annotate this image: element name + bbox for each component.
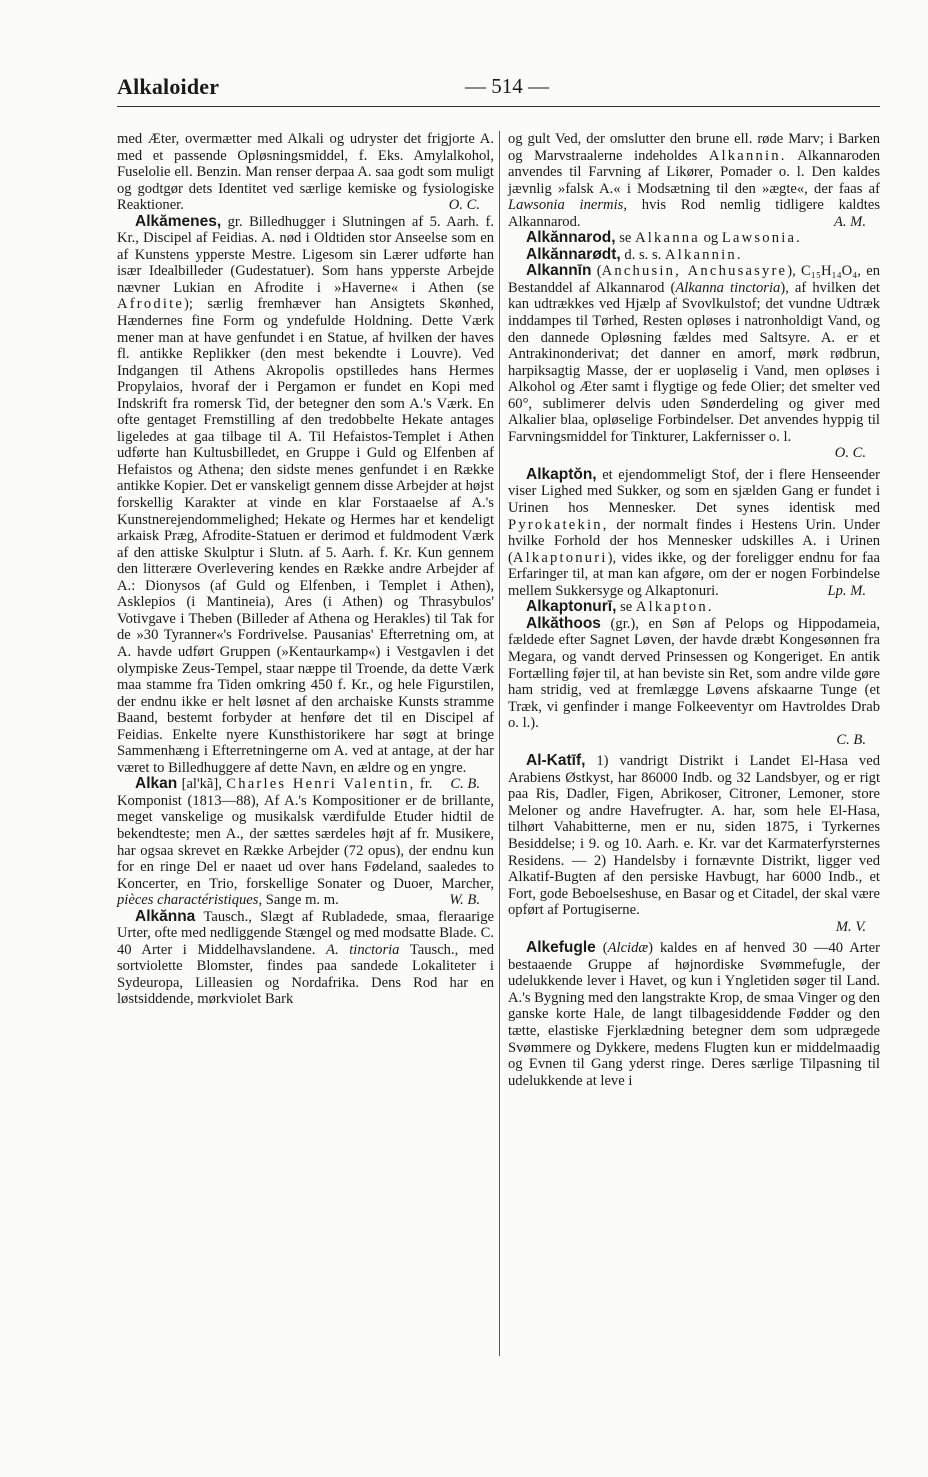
cross-reference: Alkannin. [708,147,787,164]
pronunciation: [al'kã], [181,776,222,793]
signature: O. C. [834,445,866,462]
cross-reference: Pyrokatekin, [508,516,609,533]
headword: Alkaptonurī, [526,598,617,616]
formula: C₁₅H₁₄O₄, [801,263,861,280]
signature: O. C. [448,197,480,214]
synonyms: Anchusin, Anchusasyre [601,263,788,280]
entry-alkannarodt: Alkănnarødt, d. s. s. Alkannin. [526,245,743,263]
running-header [117,70,880,106]
headword: Alkan [135,775,178,793]
entry-alkannarod: Alkănnarod, se Alkanna og Lawsonia. [526,229,802,247]
signature: Lp. M. [827,582,866,599]
cross-reference: Alkapton. [635,599,714,616]
cross-reference: Alkaptonuri [512,549,608,566]
header-title: Alkaloider [117,74,220,99]
headword: Al-Katīf, [526,752,586,770]
entry-alkapton: Alkaptŏn, et ejendommeligt Stof, der i flere Henseender viser Lighed med Sukker, og som en sjælden Gang er fundet i Urinen hos Mennesker. Det synes identisk med Pyrokatekin, der normalt findes i Hestens Urin. Under hvilke Forhold der hos Mennesker udskilles A. i Urinen (Alkaptonuri), vides ikke, og der foreligger endnu for faa Erfaringer til, at man kan afgøre, om der er nogen Forbindelse mellem Sukkersyge og Alkaptonuri. Lp. M. [508,465,880,599]
cross-reference: Alkannin. [664,246,743,263]
cross-reference: Alkanna [635,230,700,247]
entry-continuation: med Æter, overmætter med Alkali og udryster det frigjorte A. med et passende Opløsningsmiddel, f. Eks. Amylalkohol, Fuselolie ell. Benzin. Man renser derpaa A. saa godt som muligt og godtgør dets Identitet ved særlige kemiske og fysiologiske Reaktioner. O. C. [117,131,494,214]
page-number: — 514 — [465,74,549,98]
entry-continuation: og gult Ved, der omslutter den brune ell. røde Marv; i Barken og Marvstraalerne indeholdes Alkannin. Alkannaroden anvendes til Farvning af Likører, Pomader o. l. Den kaldes jævnlig »falsk A.« i Modsætning til den »ægte«, der faas af Lawsonia inermis, hvis Rod nemlig tidligere kaldtes Alkannarod. A. M. [508,131,881,230]
full-name: Charles Henri Valentin, [226,776,416,793]
headword: Alkănna [135,907,196,925]
signature: C. B. [836,731,866,748]
entry-alkan: Alkan [al'kã], Charles Henri Valentin, fr. Komponist (1813—88), Af A.'s Kompositioner er de brillante, meget vanskelige og musikalsk værdifulde Etuder hidtil de bekendteste; men A., der sættes særdeles højt af fr. Musikere, har ogsaa skrevet en Række Arbejder (72 opus), der endnu kun for en ringe Del er naaet ud over hans Fødeland, saaledes to Koncerter, en Trio, forskellige Sonater og Duoer, Marcher, pièces charactéristiques, Sange m. m. W. B. [117,775,494,909]
entry-alkamenes: Alkămenes, gr. Billedhugger i Slutningen af 5. Aarh. f. Kr., Discipel af Feidias. A. nød i Oldtiden stor Anseelse som en af Kunstens ypperste Mestre. Ligesom sin Lærer udførte han især Idealbilleder (Gudestatuer). Som hans ypperste Arbejde nævner Lukian en Afrodite i »Haverne« i Athen (se Afrodite); særlig fremhæver han Ansigtets Skønhed, Hændernes fine Form og yndefulde Holdning. Dette Værk mener man at have genfundet i en Statue, af hvilken der haves fl. antikke Replikker (den mest bekendte i Louvre). Ved Indgangen til Athens Akropolis opstilledes hans Hermes Propylaios, hvoraf der i Pergamon er fundet en Kopi med Indskrift fra romersk Tid, der betegner den som A.'s Værk. En ofte gentaget Fremstilling af den tredobbelte Hekate antages ligeledes at gaa tilbage til A. Til Hefaistos-Templet i Athen udførte han Kultusbilledet, en Gruppe i Guld og Elfenben af Hefaistos og Athena; den sidste menes genfundet i en Række antikke Kopier. Det er vanskeligt gennem disse Arbejder at højst forskellig Karakter at vinde en klar Forstaaelse af A.'s Kunstnerejendommelighed; Hekate og Hermes har et kendeligt arkaisk Præg, Afrodite-Statuen er derimod et fuldmodent Værk af den attiske Skulptur i Slutn. af 5. Aarh. f. Kr. Kun gennem den litterære Overlevering kendes en Række andre Arbejder af A.: Dionysos (af Guld og Elfenben, i Templet i Athen), Asklepios (i Mantineia), Ares (i Athen) og Thrasybulos' Votivgave i Theben (Billeder af Athena og Herakles) til Tak for de »30 Tyranner«'s Fordrivelse. Pausanias' Efterretning om, at A. havde udført Gruppen (»Kentaurkamp«) i Vestgavlen i det olympiske Zeus-Tempel, staar næppe til Troende, da dette Værk maa stamme fra Tiden omkring 450 f. Kr., og hele Figurstilen, der endnu ikke er helt løsnet af den archaiske Kunsts stramme Baand, bestemt forbyder at henføre det til en Discipel af Feidias. Enkelte nyere Kunsthistorikere har søgt at bringe Sammenhæng i Efterretningerne om A. ved at antage, at der har været to Billedhuggere af dette Navn, en ældre og en yngre. C. B. [117,212,495,793]
entry-alkefugle: Alkefugle (Alcidæ) kaldes en af henved 30 —40 Arter bestaaende Gruppe af højnordiske Svømmefugle, der udelukkende lever i Havet, og kun i Yngletiden søger til Land. A.'s Bygning med den langstrakte Krop, de smaa Vinger og den ganske korte Hale, de langt tilbagesiddende Fødder og den tætte, elastiske Fjerklædning betegner dem som udprægede Svømmere og Dykkere, medens Flugten kun er middelmaadig og Evnen til Gang yderst ringe. Deres særlige Tilpasning til udelukkende at leve i [508,939,881,1089]
headword: Alkaptŏn, [526,465,597,483]
signature: C. B. [450,776,480,793]
left-column [117,131,494,1008]
headword: Alkăthoos [526,614,601,632]
entry-alkannin: Alkannīn (Anchusin, Anchusasyre), C₁₅H₁₄O₄, en Bestanddel af Alkannarod (Alkanna tinctoria), af hvilken det kan udtrækkes ved Hjælp af Svovlkulstof; det vundne Udtræk inddampes til Tørhed, Resten opløses i natronholdigt Vand, og den dannede Opløsning fældes med Saltsyre. A. er et Antrakinonderivat; det danner en amorf, mørk rødbrun, harpiksagtig Masse, der er uopløselig i Vand, men opløses i Alkohol og Æter samt i flygtige og fede Olier; det smelter ved 60°, sublimerer delvis uden Sønderdeling og giver med Alkalier blaa, opløselige Forbindelser. Det anvendes hyppig til Farvningsmiddel for Tinkturer, Lakfernisser o. l. [508,262,881,445]
headword: Alkănnarod, [526,229,616,247]
entry-al-katif: Al-Katīf, 1) vandrigt Distrikt i Landet El-Hasa ved Arabiens Østkyst, har 86000 Indb. og 32 Landsbyer, og er rigt paa Ris, Dadler, Figen, Abrikoser, Citroner, Lemoner, store Meloner og andre Havefrugter. A. har, som hele El-Hasa, tilhørt Vahabitterne, men er nu, siden 1875, i Tyrkernes Besiddelse; i 9. og 10. Aarh. e. Kr. var det Karmaterfyrsternes Residens. — 2) Handelsby i fornævnte Distrikt, ligger ved Alkatif-Bugten af den persiske Havbugt, har 6000 Indb., et Fort, gode Beboelseshuse, en Basar og et Citadel, der skal være opført af Portugiserne. [508,752,880,919]
entry-alkanna: Alkănna Tausch., Slægt af Rubladede, smaa, fleraarige Urter, ofte med nedliggende Stængel og med modsatte Blade. C. 40 Arter i Middelhavslandene. A. tinctoria Tausch., med sortviolette Blomster, findes paa sandede Lokaliteter i Sydeuropa, Lilleasien og Nordafrika. Dens Rod har en løstsiddende, mørkviolet Bark [117,907,495,1008]
entry-alkaptonuri: Alkaptonurī, se Alkapton. [526,598,714,616]
headword: Alkannīn [526,262,592,280]
header-rule [117,106,880,107]
signature: W. B. [449,892,480,909]
headword: Alkefugle [526,939,596,957]
signature: M. V. [835,918,866,935]
column-divider [499,131,500,1356]
cross-reference: Afrodite [117,296,185,313]
signature: A. M. [833,213,866,230]
headword: Alkămenes, [135,212,222,230]
right-column [508,131,880,1089]
entry-alkathoos: Alkăthoos (gr.), en Søn af Pelops og Hippodameia, fældede efter Sagnet Løven, der havde dræbt Kongesønnen fra Megara, og vandt derved Prinsessen og Kongeriget. En antik Fortælling føjer til, at han beviste sin Ret, som andre vilde gøre ham stridig, ved at fremlægge Løvens afskaarne Tunge (et Træk, vi genfinder i mange Folkeeventyr om Havtroldes Drab o. l.). [508,614,880,732]
cross-reference: Lawsonia. [721,230,802,247]
headword: Alkănnarødt, [526,245,621,263]
